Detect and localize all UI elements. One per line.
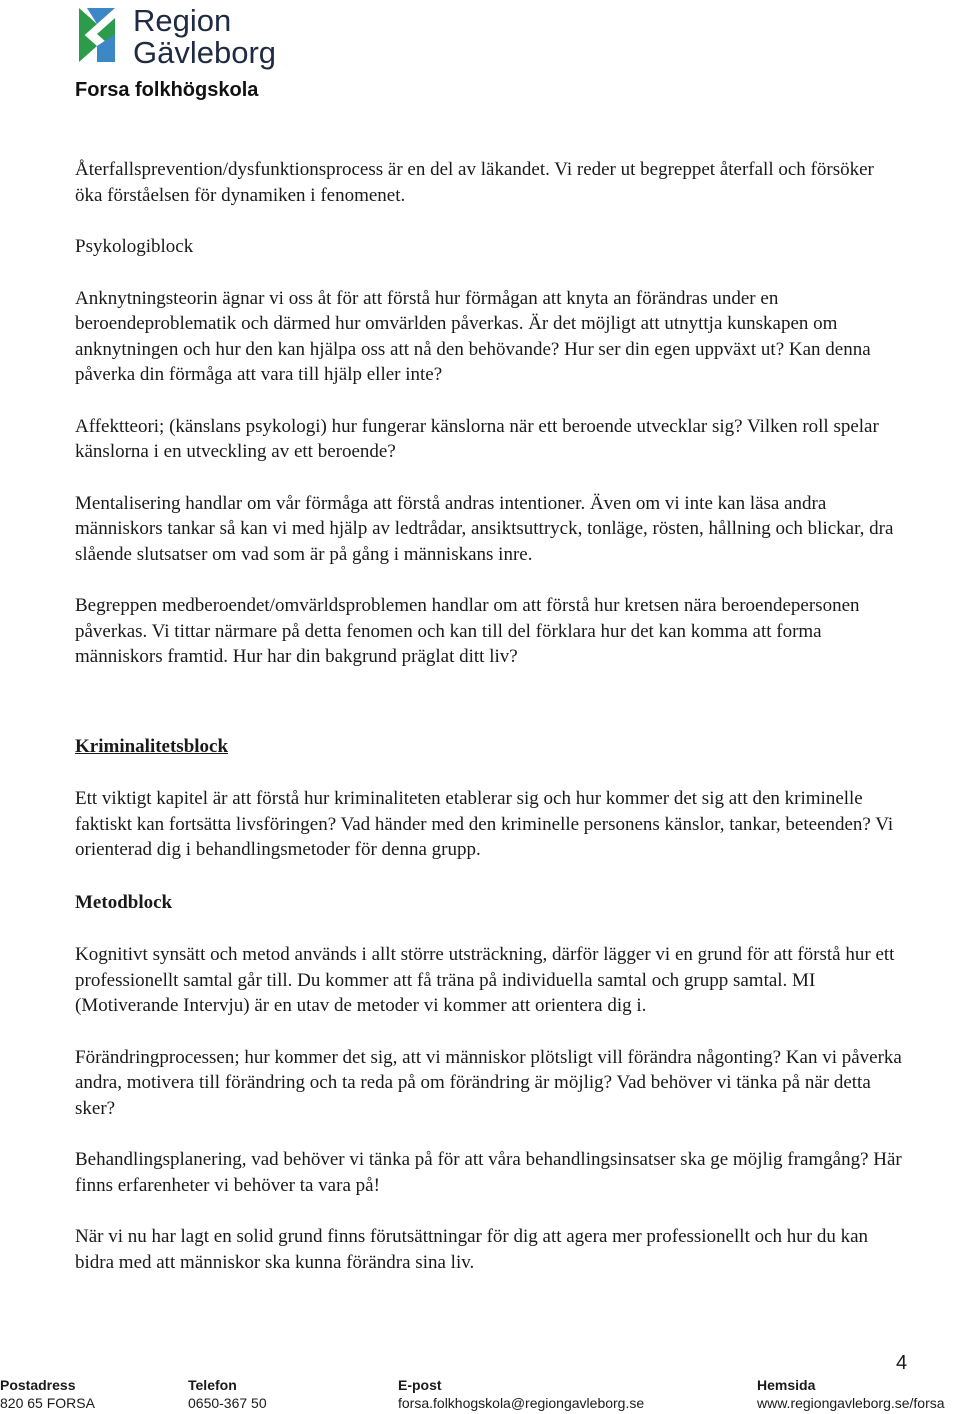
paragraph-anknytning-part-1: Anknytningsteorin ägnar vi oss åt för att förstå hur förmågan att knyta an förändras under en beroendeproblematik och därmed hur omvärlden påverkas.: [75, 287, 779, 334]
paragraph-kriminalitet: Ett viktigt kapitel är att förstå hur kriminaliteten etablerar sig och hur kommer det sig att den kriminelle faktiskt kan fortsätta livsföringen? Vad händer med den kriminelle personens känslor, tankar, beteenden? Vi orienterad dig i behandlingsmetoder för denna grupp.: [75, 788, 894, 860]
footer-postadress-value: 820 65 FORSA: [0, 1395, 95, 1411]
school-name: Forsa folkhögskola: [75, 79, 259, 101]
heading-metodblock: Metodblock: [75, 891, 173, 913]
footer-telefon: [188, 1376, 267, 1412]
region-gavleborg-logo: [75, 4, 276, 69]
header: [75, 4, 276, 69]
footer-hemsida-link[interactable]: www.regiongavleborg.se/forsa: [757, 1395, 945, 1411]
paragraph-medberoende: Begreppen medberoendet/omvärldsproblemen handlar om att förstå hur kretsen nära beroendepersonen påverkas. Vi tittar närmare på detta fenomen och kan till del förklara hur det kan komma att forma människors framtid. Hur har din bakgrund präglat ditt liv?: [75, 595, 860, 667]
footer-hemsida: [757, 1376, 945, 1412]
footer-postadress-label: Postadress: [0, 1377, 76, 1393]
paragraph-mentalisering: Mentalisering handlar om vår förmåga att förstå andras intentioner. Även om vi inte kan läsa andra människors tankar så kan vi med hjälp av ledtrådar, ansiktsuttryck, tonläge, rösten, hållning och blickar, dra slående slutsatser om vad som är på gång i människans inre.: [75, 492, 894, 565]
heading-psykologiblock: Psykologiblock: [75, 236, 194, 257]
page-number: 4: [896, 1352, 908, 1374]
paragraph-avslutning: När vi nu har lagt en solid grund finns förutsättningar för dig att agera mer professionellt och hur du kan bidra med att människor ska kunna förändra sina liv.: [75, 1226, 869, 1273]
footer-telefon-label: Telefon: [188, 1377, 237, 1393]
heading-kriminalitetsblock: Kriminalitetsblock: [75, 735, 229, 757]
logo-line-1: Region: [133, 3, 232, 38]
paragraph-affektteori: Affektteori; (känslans psykologi) hur fungerar känslorna när ett beroende utvecklar sig? Vilken roll spelar känslorna i en utveckling av ett beroende?: [75, 415, 879, 462]
footer-epost-link[interactable]: forsa.folkhogskola@regiongavleborg.se: [398, 1395, 645, 1411]
paragraph-kognitivt: Kognitivt synsätt och metod används i allt större utsträckning, därför lägger vi en grund för att förstå hur ett professionellt samtal går till. Du kommer att få träna på individuella samtal och grupp samtal. MI (Motiverande Intervju) är en utav de metoder vi kommer att orientera dig i.: [75, 944, 895, 1016]
logo-line-2: Gävleborg: [133, 35, 277, 70]
paragraph-behandlingsplanering: Behandlingsplanering, vad behöver vi tänka på för att våra behandlingsinsatser ska ge möjlig framgång? Här finns erfarenheter vi behöver ta vara på!: [75, 1149, 902, 1196]
footer-hemsida-label: Hemsida: [757, 1377, 816, 1393]
logo-mark-icon: [75, 4, 119, 62]
document-body: [75, 157, 905, 1275]
footer-telefon-value: 0650-367 50: [188, 1395, 267, 1411]
paragraph-anknytning-part-2: Är det möjligt att utnyttja kunskapen om anknytningen och hur den kan hjälpa oss att nå den behövande? Hur ser din egen uppväxt ut? Kan denna påverka din förmåga att vara till hjälp eller inte?: [75, 313, 871, 385]
footer-epost-label: E-post: [398, 1377, 442, 1393]
paragraph-aterfall: Återfallsprevention/dysfunktionsprocess är en del av läkandet. Vi reder ut begreppet återfall och försöker öka förståelsen för dynamiken i fenomenet.: [75, 159, 874, 206]
logo-wordmark: [133, 5, 276, 69]
footer-epost: [398, 1376, 644, 1412]
paragraph-forandringsprocess: Förändringprocessen; hur kommer det sig, att vi människor plötsligt vill förändra någonting? Kan vi påverka andra, motivera till förändring och ta reda på om förändring är möjlig? Vad behöver vi tänka på när detta sker?: [75, 1046, 902, 1119]
footer-postadress: [0, 1376, 95, 1412]
paragraph-anknytning: [75, 286, 905, 388]
